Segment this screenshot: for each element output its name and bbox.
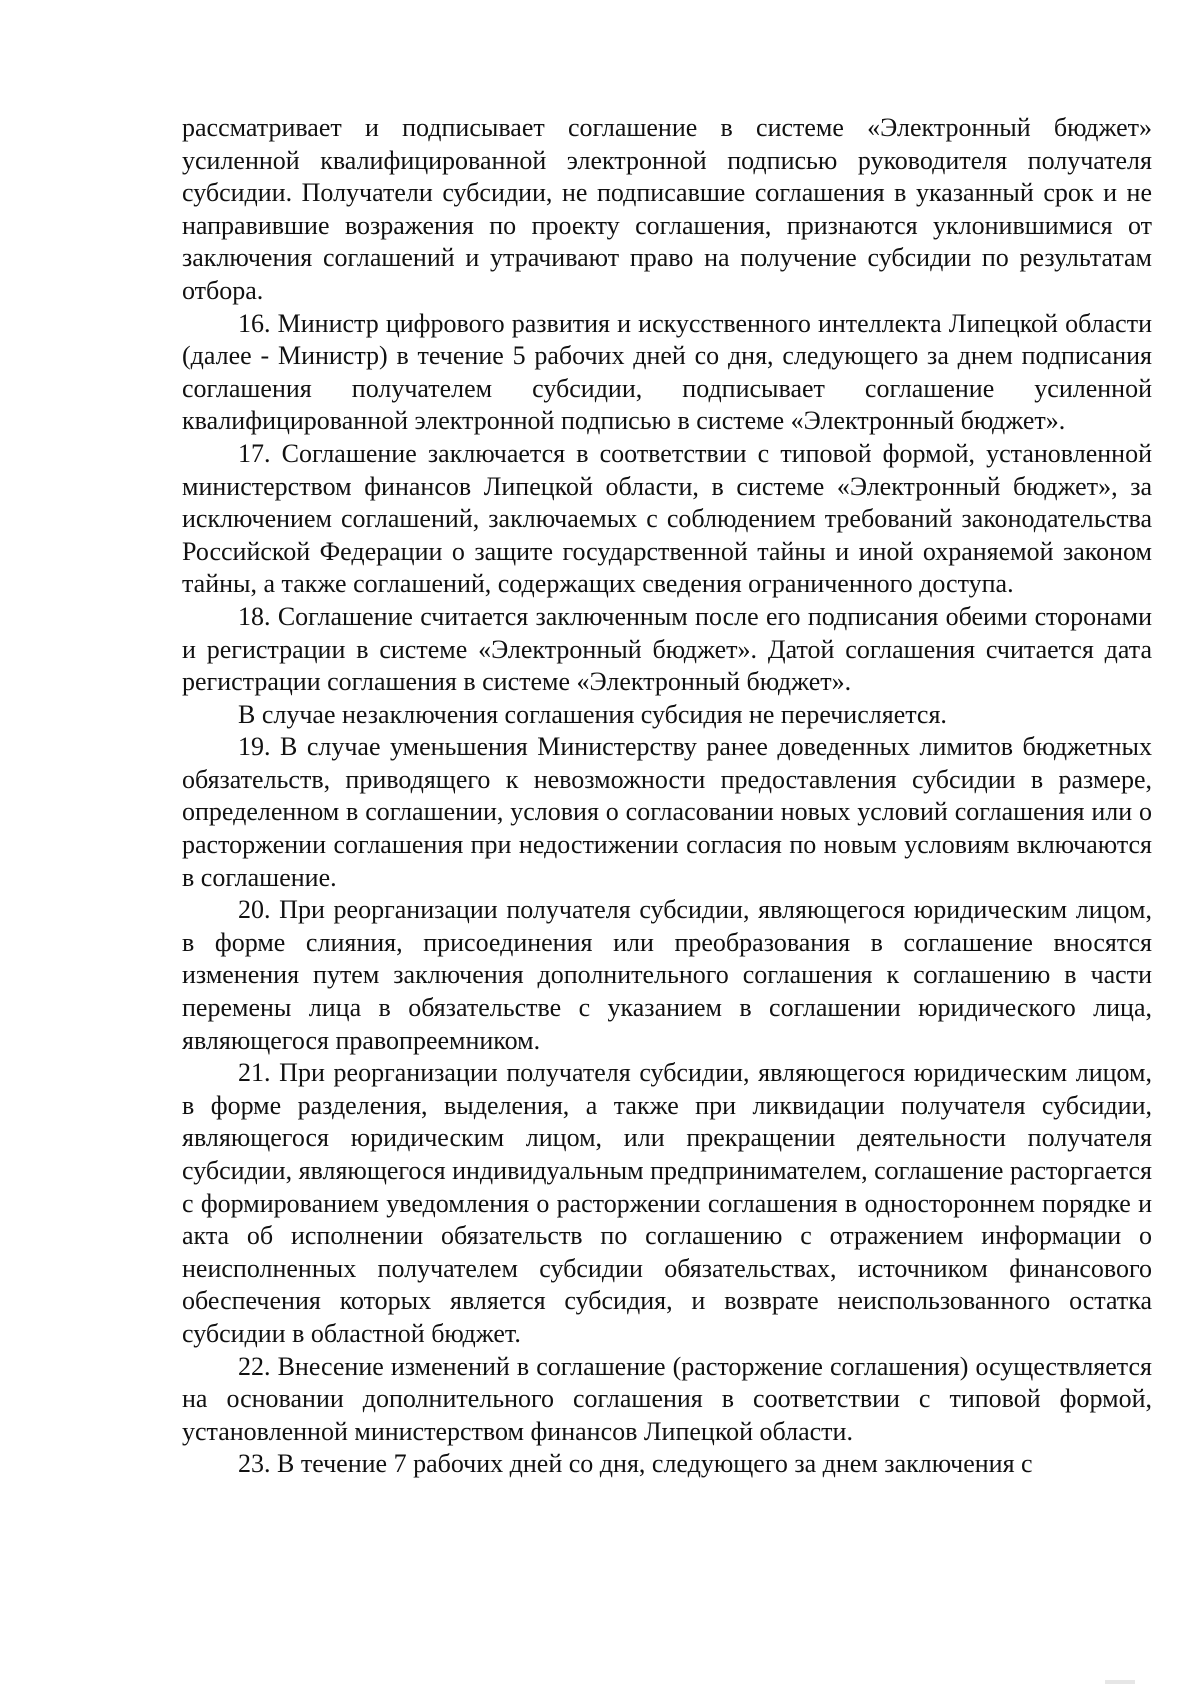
paragraph-18: 18. Соглашение считается заключенным после его подписания обеими сторонами и регистрации в системе «Электронный бюджет». Датой соглашения считается дата регистрации соглашения в системе «Электронный бюджет». — [182, 601, 1152, 697]
paragraph-21: 21. При реорганизации получателя субсидии, являющегося юридическим лицом, в форме разделения, выделения, а также при ликвидации получателя субсидии, являющегося юридическим лицом, или прекращении деятельности получателя субсидии, являющегося индивидуальным предпринимателем, соглашение расторгается с формированием уведомления о расторжении соглашения в одностороннем порядке и акта об исполнении обязательств по соглашению с отражением информации о неисполненных получателем субсидии обязательствах, источником финансового обеспечения которых является субсидия, и возврате неиспользованного остатка субсидии в областной бюджет. — [182, 1058, 1152, 1348]
paragraph-continuation: рассматривает и подписывает соглашение в системе «Электронный бюджет» усиленной квалифицированной электронной подписью руководителя получателя субсидии. Получатели субсидии, не подписавшие соглашения в указанный срок и не направившие возражения по проекту соглашения, признаются уклонившимися от заключения соглашений и утрачивают право на получение субсидии по результатам отбора. — [182, 113, 1152, 305]
paragraph-20: 20. При реорганизации получателя субсидии, являющегося юридическим лицом, в форме слияния, присоединения или преобразования в соглашение вносятся изменения путем заключения дополнительного соглашения к соглашению в части перемены лица в обязательстве с указанием в соглашении юридического лица, являющегося правопреемником. — [182, 895, 1152, 1055]
paragraph-16: 16. Министр цифрового развития и искусственного интеллекта Липецкой области (далее - Министр) в течение 5 рабочих дней со дня, следующего за днем подписания соглашения получателем субсидии, подписывает соглашение усиленной квалифицированной электронной подписью в системе «Электронный бюджет». — [182, 308, 1152, 436]
paragraph-23: 23. В течение 7 рабочих дней со дня, следующего за днем заключения с — [238, 1449, 1033, 1479]
paragraph-19: 19. В случае уменьшения Министерству ранее доведенных лимитов бюджетных обязательств, приводящего к невозможности предоставления субсидии в размере, определенном в соглашении, условия о согласовании новых условий соглашения или о расторжении соглашения при недостижении согласия по новым условиям включаются в соглашение. — [182, 732, 1152, 892]
paragraph-17: 17. Соглашение заключается в соответствии с типовой формой, установленной министерством финансов Липецкой области, в системе «Электронный бюджет», за исключением соглашений, заключаемых с соблюдением требований законодательства Российской Федерации о защите государственной тайны и иной охраняемой законом тайны, а также соглашений, содержащих сведения ограниченного доступа. — [182, 438, 1152, 599]
document-body — [182, 112, 1152, 1481]
scan-artifact — [1105, 1680, 1135, 1684]
paragraph-18-note: В случае незаключения соглашения субсидия не перечисляется. — [238, 699, 947, 729]
paragraph-22: 22. Внесение изменений в соглашение (расторжение соглашения) осуществляется на основании дополнительного соглашения в соответствии с типовой формой, установленной министерством финансов Липецкой области. — [182, 1351, 1152, 1446]
